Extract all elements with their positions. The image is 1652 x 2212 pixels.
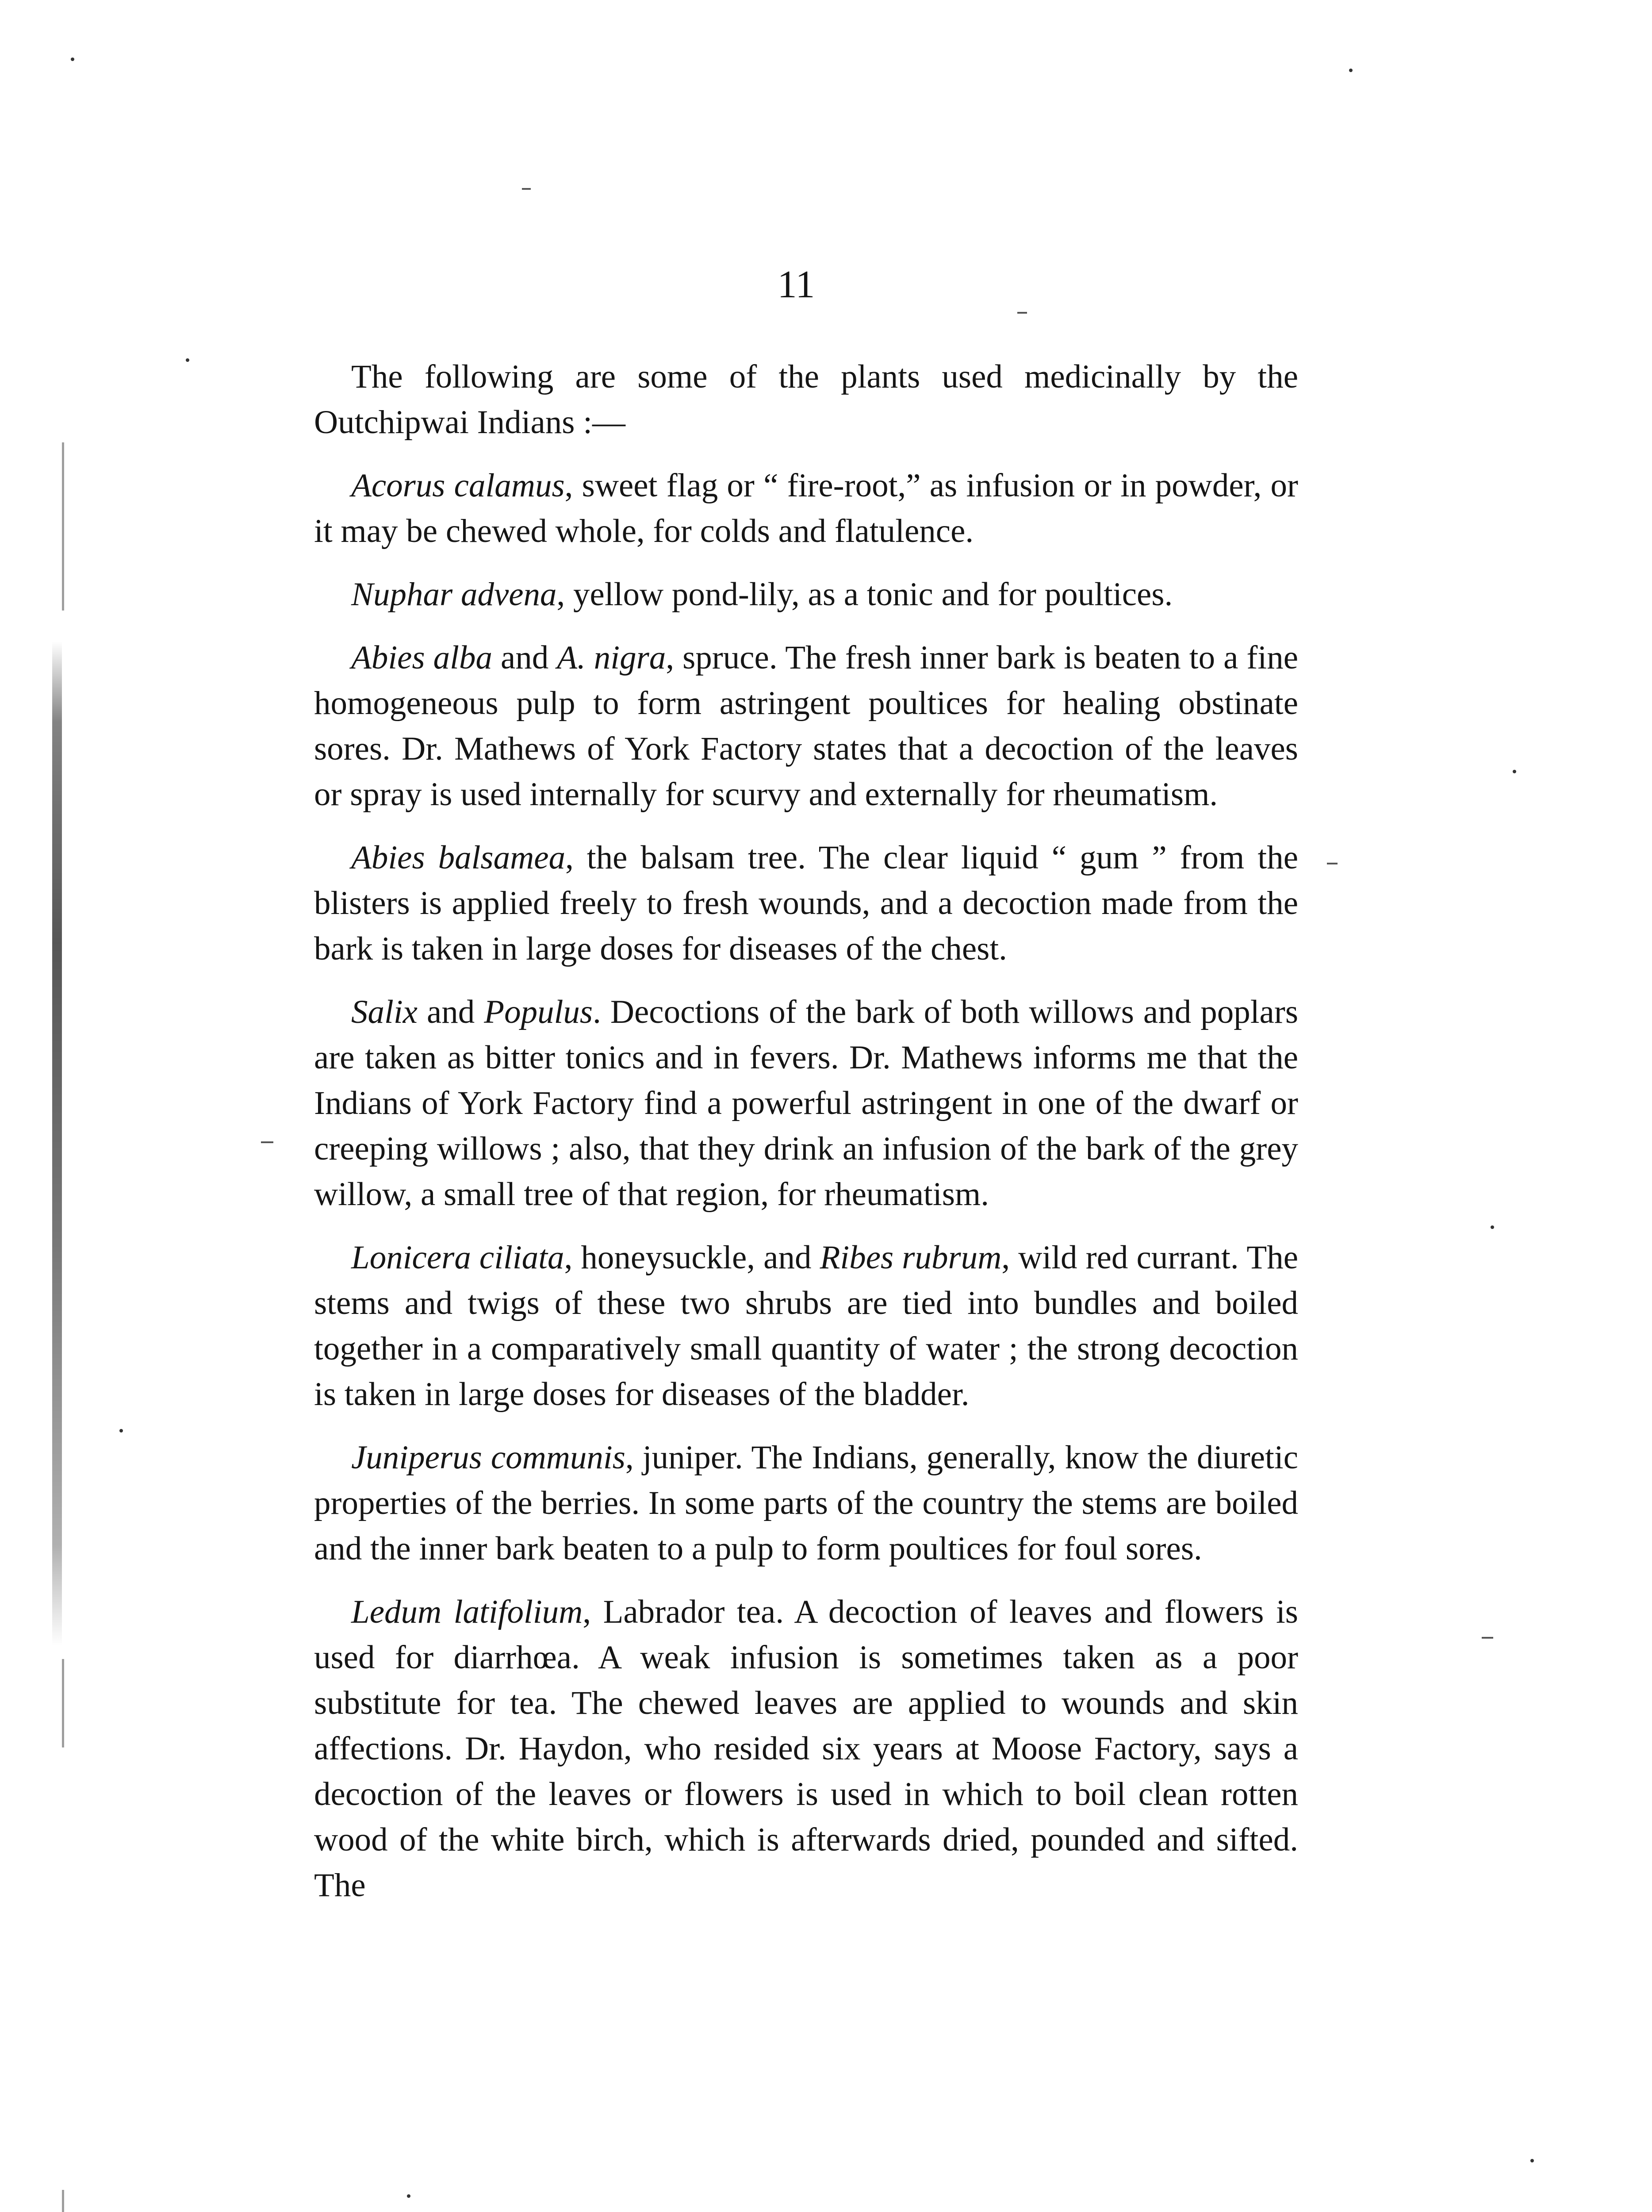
- species-name-2: A. nigra: [557, 639, 666, 676]
- body-text: [314, 354, 1298, 1908]
- binding-line: [62, 442, 64, 611]
- scan-speck: [407, 2194, 410, 2198]
- species-name: Abies alba: [351, 639, 492, 676]
- species-name: Ledum latifolium: [351, 1594, 583, 1630]
- paragraph-text: , the balsam tree. The clear liquid “ gum ” from the blisters is applied freely to fresh wounds, and a decoction made from the bark is taken in large doses for diseases of the chest.: [314, 839, 1298, 967]
- scan-speck: [1349, 69, 1353, 72]
- paragraph-text: , yellow pond-lily, as a tonic and for poultices.: [556, 576, 1173, 613]
- species-name: Abies balsamea: [351, 839, 566, 876]
- paragraph-text: , juniper. The Indians, generally, know the diuretic properties of the berries. In some parts of the country the stems are boiled and the inner bark beaten to a pulp to form poultices for foul sores.: [314, 1439, 1298, 1567]
- scan-dash: [261, 1141, 273, 1143]
- binding-shadow: [52, 641, 62, 1646]
- species-name: Salix: [351, 994, 418, 1030]
- paragraph-nuphar: [314, 572, 1298, 617]
- page-number: 11: [777, 263, 815, 306]
- paragraph-abies-alba: [314, 635, 1298, 817]
- species-name: Acorus calamus: [351, 467, 565, 504]
- scan-dash: [1017, 312, 1027, 314]
- scan-dash: [1327, 863, 1338, 864]
- species-name: Nuphar advena: [351, 576, 557, 613]
- paragraph-connector: and: [492, 639, 557, 676]
- scan-speck: [1513, 770, 1516, 773]
- scan-dash: [1482, 1637, 1493, 1639]
- scan-speck: [186, 358, 189, 362]
- scan-dash: [522, 188, 531, 190]
- paragraph-juniperus: [314, 1435, 1298, 1571]
- binding-line: [62, 2190, 64, 2212]
- binding-line: [62, 1659, 64, 1747]
- paragraph-abies-balsamea: [314, 835, 1298, 972]
- paragraph-acorus: [314, 463, 1298, 554]
- scan-speck: [119, 1429, 123, 1432]
- paragraph-text: , spruce. The fresh inner bark is beaten to a fine homogeneous pulp to form astringent poultices for healing obstinate sores. Dr. Mathews of York Factory states that a decoction of the leaves or spray is used internally for scurvy and externally for rheumatism.: [314, 639, 1299, 813]
- species-name-2: Populus: [484, 994, 593, 1030]
- paragraph-lonicera: [314, 1235, 1298, 1417]
- paragraph-text: , wild red currant. The stems and twigs of these two shrubs are tied into bundles and boiled together in a comparatively small quantity of water ; the strong decoction is taken in large doses for diseases of the bladder.: [314, 1239, 1299, 1413]
- paragraph-connector: , honeysuckle, and: [564, 1239, 820, 1276]
- species-name: Juniperus communis: [351, 1439, 625, 1476]
- paragraph-text: The following are some of the plants used medicinally by the Outchipwai Indians :—: [314, 358, 1298, 441]
- species-name-2: Ribes rubrum: [820, 1239, 1002, 1276]
- species-name: Lonicera ciliata: [351, 1239, 564, 1276]
- paragraph-salix: [314, 989, 1298, 1217]
- paragraph-ledum: [314, 1589, 1298, 1908]
- paragraph-connector: and: [417, 994, 484, 1030]
- scan-speck: [1530, 2159, 1534, 2162]
- paragraph-text: , sweet flag or “ fire-root,” as infusion or in powder, or it may be chewed whole, for colds and flatulence.: [314, 467, 1299, 549]
- scan-speck: [71, 58, 74, 61]
- scan-speck: [1491, 1225, 1494, 1229]
- paragraph-text: , Labrador tea. A decoction of leaves and flowers is used for diarrhœa. A weak infusion is sometimes taken as a poor substitute for tea. The chewed leaves are applied to wounds and skin affections. Dr. Haydon, who resided six years at Moose Factory, says a decoction of the leaves or flowers is used in which to boil clean rotten wood of the white birch, which is afterwards dried, pounded and sifted. The: [314, 1594, 1298, 1904]
- paragraph-intro: [314, 354, 1298, 445]
- paragraph-text: . Decoctions of the bark of both willows and poplars are taken as bitter tonics and in fevers. Dr. Mathews informs me that the Indians of York Factory find a powerful astringent in one of the dwarf or creeping willows ; also, that they drink an infusion of the bark of the grey willow, a small tree of that region, for rheumatism.: [314, 994, 1299, 1213]
